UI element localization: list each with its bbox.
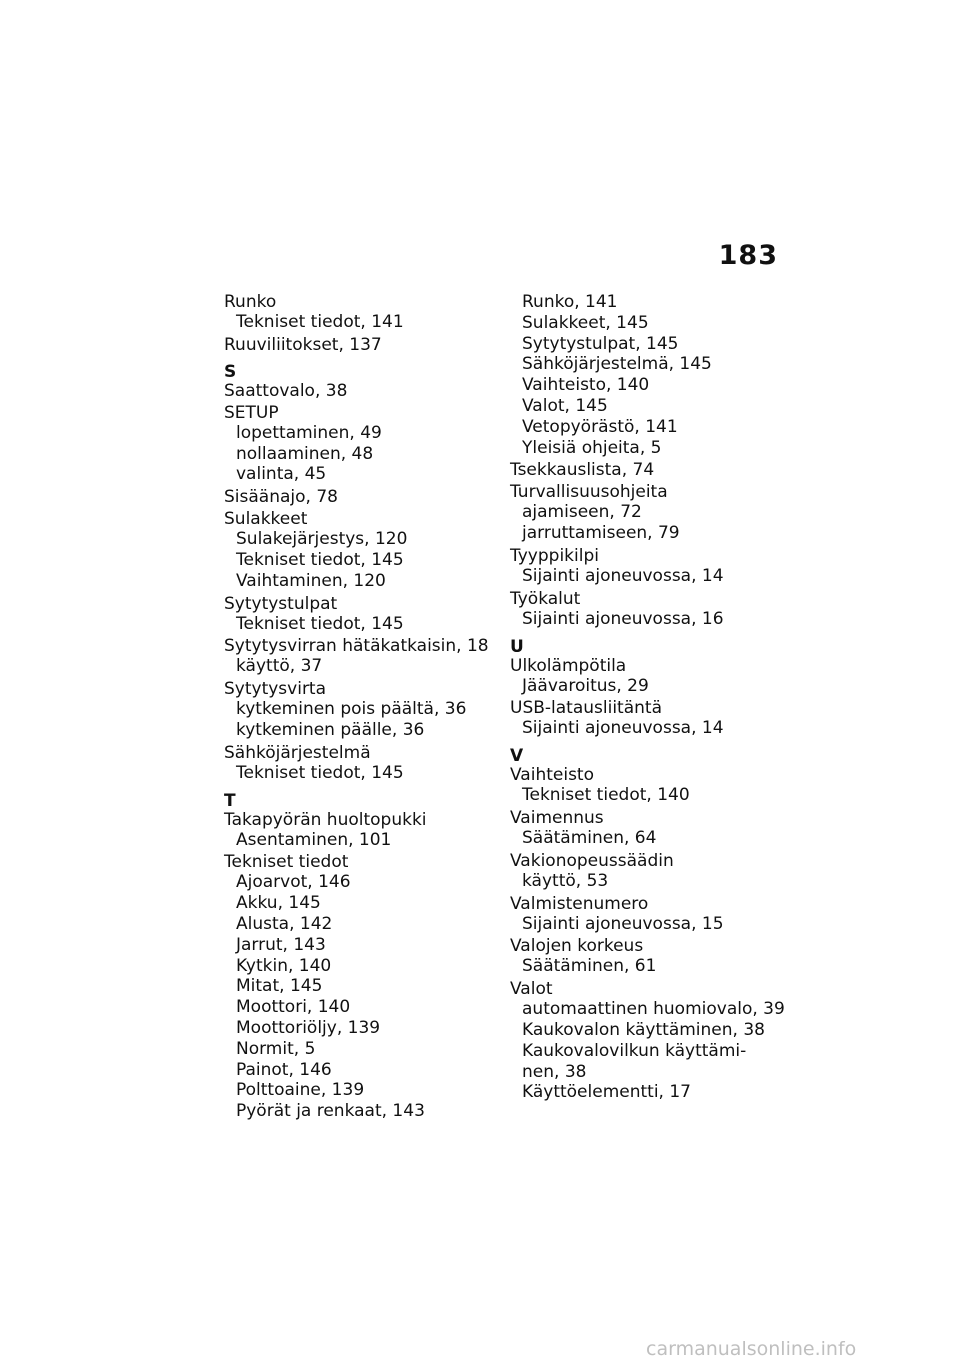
index-subentry: Moottori, 140 xyxy=(236,997,351,1018)
index-column-right xyxy=(510,292,800,1103)
index-entry: USB-latausliitäntä xyxy=(510,698,662,719)
index-subentry: Vetopyörästö, 141 xyxy=(522,416,678,437)
index-subentry: Painot, 146 xyxy=(236,1059,332,1080)
watermark: carmanualsonline.info xyxy=(646,1338,857,1360)
index-entry: SETUP xyxy=(224,402,279,423)
index-subentry: Ajoarvot, 146 xyxy=(236,872,351,893)
index-subentry: nollaaminen, 48 xyxy=(236,443,374,464)
index-entry: Vakionopeussäädin xyxy=(510,850,674,871)
index-entry: Ulkolämpötila xyxy=(510,655,627,676)
index-subentry: Sytytystulpat, 145 xyxy=(522,333,679,354)
index-subentry: kytkeminen pois päältä, 36 xyxy=(236,699,467,720)
index-subentry: Jarrut, 143 xyxy=(236,934,326,955)
index-column-left xyxy=(224,292,494,1122)
index-entry: Turvallisuusohjeita xyxy=(510,482,668,503)
index-subentry: Yleisiä ohjeita, 5 xyxy=(522,437,662,458)
index-entry: Sytytysvirran hätäkatkaisin, 18 xyxy=(224,636,489,657)
index-subentry: Vaihtaminen, 120 xyxy=(236,570,386,591)
index-subentry: Akku, 145 xyxy=(236,893,321,914)
index-letter-heading: V xyxy=(510,746,524,767)
index-subentry: Sijainti ajoneuvossa, 15 xyxy=(522,913,724,934)
index-subentry: Tekniset tiedot, 141 xyxy=(236,312,404,332)
index-entry: Tyyppikilpi xyxy=(510,545,599,566)
index-subentry: Tekniset tiedot, 140 xyxy=(522,785,690,806)
index-subentry: jarruttamiseen, 79 xyxy=(522,523,680,544)
index-subentry: Valot, 145 xyxy=(522,395,608,416)
index-entry: Sytytystulpat xyxy=(224,593,338,614)
index-letter-heading: S xyxy=(224,361,237,382)
index-entry: Tekniset tiedot xyxy=(224,852,349,873)
index-subentry: käyttö, 37 xyxy=(236,656,323,677)
index-subentry: Sijainti ajoneuvossa, 14 xyxy=(522,565,724,586)
index-subentry: automaattinen huomiovalo, 39 xyxy=(522,999,785,1020)
index-entry: Saattovalo, 38 xyxy=(224,380,348,401)
index-subentry: Sulakejärjestys, 120 xyxy=(236,529,408,550)
index-entry: Sähköjärjestelmä xyxy=(224,742,371,763)
index-subentry: Kytkin, 140 xyxy=(236,955,332,976)
index-letter-heading: U xyxy=(510,636,524,657)
index-subentry: Pyörät ja renkaat, 143 xyxy=(236,1101,425,1122)
index-subentry: Sulakkeet, 145 xyxy=(522,312,649,333)
index-entry: Takapyörän huoltopukki xyxy=(224,809,427,830)
index-entry: Ruuviliitokset, 137 xyxy=(224,334,382,355)
index-letter-heading: T xyxy=(224,790,236,811)
index-subentry: Sijainti ajoneuvossa, 14 xyxy=(522,718,724,739)
index-entry: Vaimennus xyxy=(510,807,604,828)
page-number: 183 xyxy=(718,240,778,271)
index-subentry: Alusta, 142 xyxy=(236,913,333,934)
index-subentry: Sijainti ajoneuvossa, 16 xyxy=(522,608,724,629)
index-entry: Valojen korkeus xyxy=(510,936,644,957)
index-entry: Työkalut xyxy=(510,588,581,609)
index-subentry: ajamiseen, 72 xyxy=(522,502,642,523)
index-subentry: valinta, 45 xyxy=(236,464,327,485)
index-subentry: Runko, 141 xyxy=(522,292,618,312)
index-subentry: Vaihteisto, 140 xyxy=(522,375,650,396)
index-subentry: Moottoriöljy, 139 xyxy=(236,1017,381,1038)
index-subentry: Normit, 5 xyxy=(236,1038,316,1059)
index-entry: Sytytysvirta xyxy=(224,679,327,700)
index-subentry: Mitat, 145 xyxy=(236,976,323,997)
index-subentry: käyttö, 53 xyxy=(522,870,609,891)
index-subentry: Käyttöelementti, 17 xyxy=(522,1082,691,1103)
index-subentry: Kaukovalon käyttäminen, 38 xyxy=(522,1019,765,1040)
index-subentry: nen, 38 xyxy=(522,1061,587,1082)
index-entry: Sulakkeet xyxy=(224,509,308,530)
index-subentry: Jäävaroitus, 29 xyxy=(522,675,649,696)
index-entry: Valmistenumero xyxy=(510,893,649,914)
index-subentry: Säätäminen, 64 xyxy=(522,827,657,848)
index-entry: Vaihteisto xyxy=(510,765,594,786)
index-subentry: Sähköjärjestelmä, 145 xyxy=(522,354,712,375)
index-subentry: Tekniset tiedot, 145 xyxy=(236,549,404,570)
index-subentry: Säätäminen, 61 xyxy=(522,956,657,977)
index-subentry: Polttoaine, 139 xyxy=(236,1080,365,1101)
index-entry: Runko xyxy=(224,292,277,312)
index-entry: Sisäänajo, 78 xyxy=(224,487,338,508)
index-subentry: lopettaminen, 49 xyxy=(236,422,382,443)
index-subentry: Tekniset tiedot, 145 xyxy=(236,613,404,634)
index-subentry: Asentaminen, 101 xyxy=(236,829,392,850)
index-subentry: kytkeminen päälle, 36 xyxy=(236,719,425,740)
index-subentry: Kaukovalovilkun käyttämi- xyxy=(522,1040,747,1061)
index-entry: Valot xyxy=(510,979,553,1000)
index-subentry: Tekniset tiedot, 145 xyxy=(236,762,404,783)
index-entry: Tsekkauslista, 74 xyxy=(510,460,655,481)
